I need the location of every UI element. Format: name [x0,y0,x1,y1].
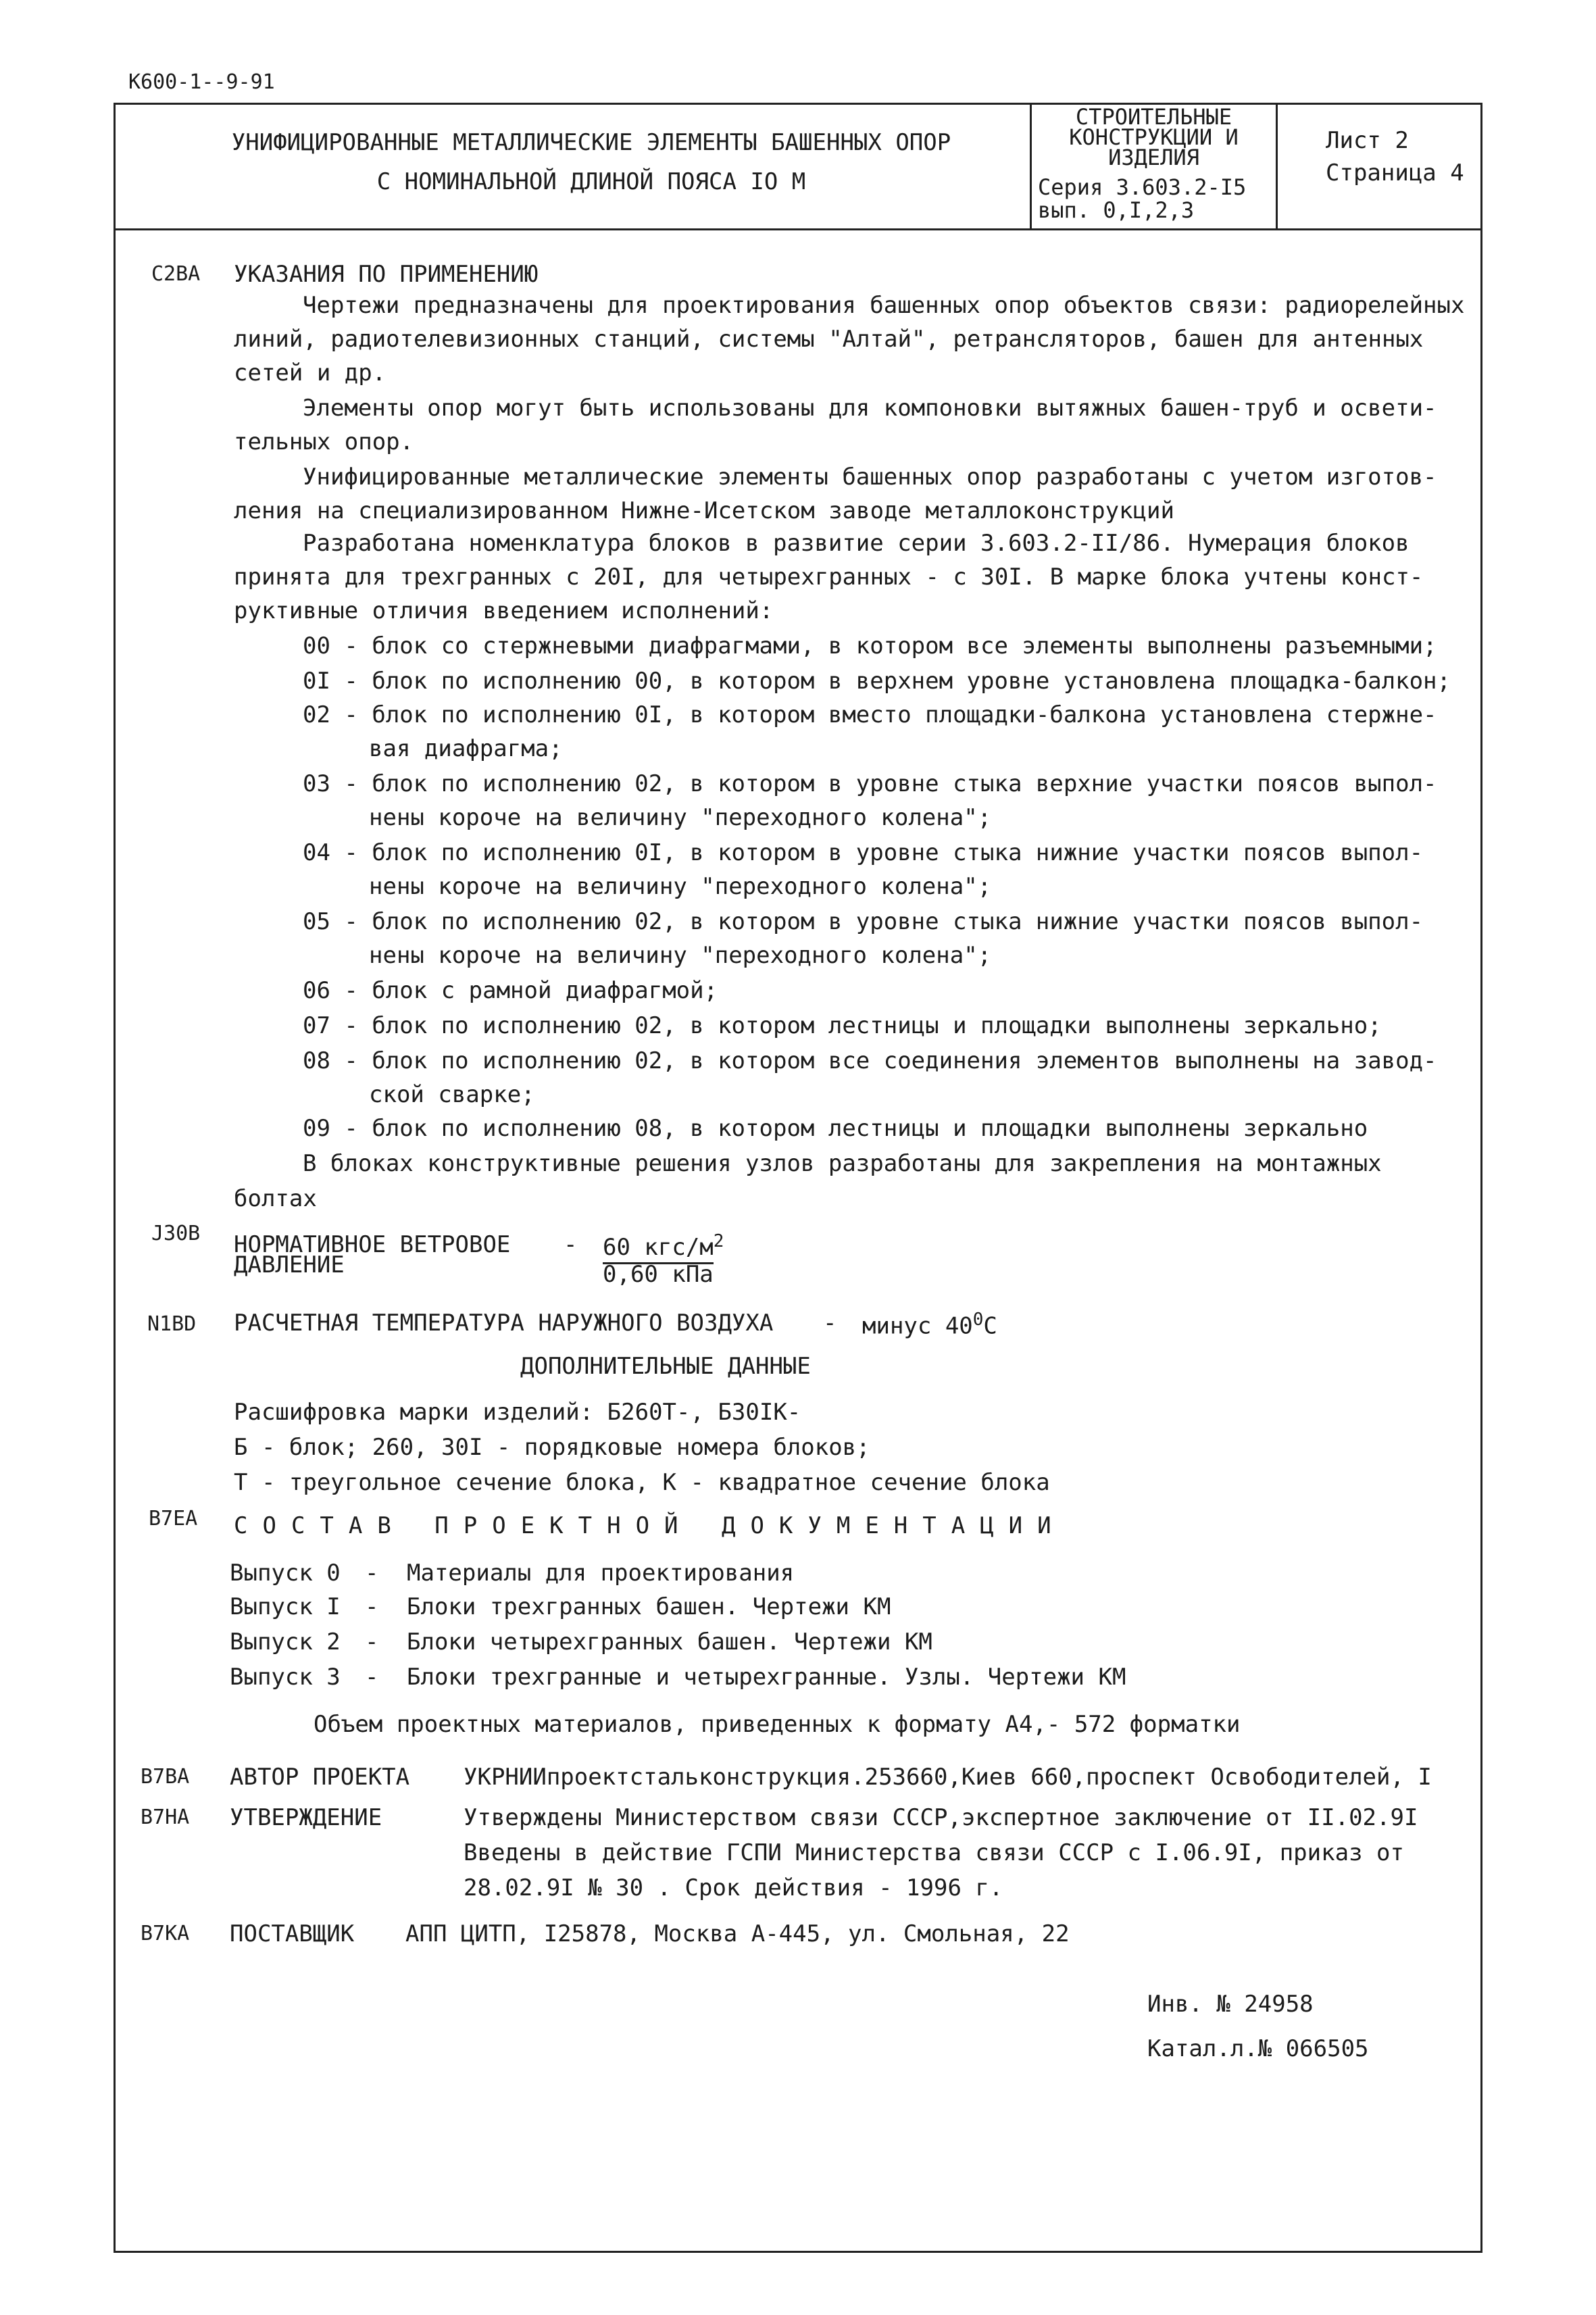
issue-numbers: вып. 0,I,2,3 [1038,197,1195,223]
composition-heading: СОСТАВ ПРОЕКТНОЙ ДОКУМЕНТАЦИИ [234,1512,1066,1539]
variant-item: 02 - блок по исполнению 0I, в котором вместо площадки-балкона установлена стержне- [303,701,1437,728]
author-value: УКРНИИпроектстальконструкция.253660,Киев 660,проспект Освободителей, I [464,1764,1432,1791]
wind-dash: - [564,1231,578,1258]
approval-line: Утверждены Министерством связи СССР,экспертное заключение от II.02.9I [464,1804,1418,1831]
variant-item: 06 - блок с рамной диафрагмой; [303,977,718,1004]
sheet-number: Лист 2 [1326,127,1409,154]
text-line: Унифицированные металлические элементы башенных опор разработаны с учетом изготов- [303,464,1437,491]
section-code: B7EA [149,1507,198,1530]
variant-item: 08 - блок по исполнению 02, в котором все соединения элементов выполнены на завод- [303,1047,1437,1074]
section-code: B7BA [141,1765,190,1789]
category-line-2: КОНСТРУКЦИИ И [1069,124,1239,150]
wind-value-pressure [603,1231,724,1261]
issue-description: Блоки трехгранные и четырехгранные. Узлы. Чертежи КМ [407,1664,1126,1691]
text-line: линий, радиотелевизионных станций, системы "Алтай", ретрансляторов, башен для антенных [234,326,1424,353]
text-line: Элементы опор могут быть использованы для компоновки вытяжных башен-труб и освети- [303,395,1437,422]
wind-value-kpa: 0,60 кПа [603,1261,714,1288]
section-code: N1BD [147,1312,197,1336]
page-number: Страница 4 [1326,159,1464,186]
section-code: B7KA [141,1922,190,1945]
wind-value-exponent: 2 [713,1231,724,1251]
supplier-label: ПОСТАВЩИК [230,1920,355,1947]
issue-dash: - [365,1628,379,1656]
temperature-value [862,1310,997,1339]
variant-item: 04 - блок по исполнению 0I, в котором в уровне стыка нижние участки поясов выпол- [303,839,1424,866]
series-number: Серия 3.603.2-I5 [1038,174,1247,200]
section-code: C2BA [151,262,201,286]
variant-item: 05 - блок по исполнению 02, в котором в уровне стыка нижние участки поясов выпол- [303,908,1424,935]
text-line: Расшифровка марки изделий: Б260Т-, Б30IК- [234,1399,801,1426]
header-separator-right [1276,103,1278,230]
text-line: болтах [234,1185,317,1212]
text-line: В блоках конструктивные решения узлов разработаны для закрепления на монтажных [303,1150,1382,1177]
section-code: J30B [151,1222,201,1245]
temperature-dash: - [823,1310,837,1337]
approval-line: Введены в действие ГСПИ Министерства связи СССР с I.06.9I, приказ от [464,1839,1404,1866]
supplier-value: АПП ЦИТП, I25878, Москва А-445, ул. Смольная, 22 [405,1920,1070,1947]
category-line-3: ИЗДЕЛИЯ [1108,145,1199,170]
wind-value-kgf: 60 кгс/м [603,1234,714,1264]
issue-dash: - [365,1664,379,1691]
variant-item-continuation: вая диафрагма; [369,735,563,762]
volume-note: Объем проектных материалов, приведенных к формату А4,- 572 форматки [314,1711,1241,1738]
text-line: руктивные отличия введением исполнений: [234,597,774,624]
approval-label: УТВЕРЖДЕНИЕ [230,1804,382,1831]
application-heading: УКАЗАНИЯ ПО ПРИМЕНЕНИЮ [234,261,539,288]
text-line: Чертежи предназначены для проектирования башенных опор объектов связи: радиорелейных [303,292,1465,319]
text-line: Разработана номенклатура блоков в развитие серии 3.603.2-II/86. Нумерация блоков [303,530,1410,557]
variant-item-continuation: нены короче на величину "переходного колена"; [369,873,992,900]
category-line-1: СТРОИТЕЛЬНЫЕ [1075,104,1232,130]
temperature-label: РАСЧЕТНАЯ ТЕМПЕРАТУРА НАРУЖНОГО ВОЗДУХА [234,1310,774,1337]
text-line: тельных опор. [234,428,414,455]
temperature-degree: 0 [972,1310,984,1330]
text-line: Б - блок; 260, 30I - порядковые номера блоков; [234,1434,870,1461]
issue-label: Выпуск I [230,1593,341,1620]
issue-dash: - [365,1560,379,1587]
variant-item: 00 - блок со стержневыми диафрагмами, в котором все элементы выполнены разъемными; [303,632,1437,659]
variant-item-continuation: нены короче на величину "переходного колена"; [369,804,992,831]
inventory-number: Инв. № 24958 [1147,1991,1314,2018]
variant-item: 07 - блок по исполнению 02, в котором лестницы и площадки выполнены зеркально; [303,1012,1382,1039]
variant-item: 09 - блок по исполнению 08, в котором лестницы и площадки выполнены зеркально [303,1115,1368,1142]
issue-dash: - [365,1593,379,1620]
issue-description: Блоки четырехгранных башен. Чертежи КМ [407,1628,932,1656]
text-line: Т - треугольное сечение блока, К - квадратное сечение блока [234,1469,1050,1496]
text-line: принята для трехгранных с 20I, для четырехгранных - с 30I. В марке блока учтены конст- [234,564,1424,591]
variant-item-continuation: ской сварке; [369,1081,535,1108]
text-line: ления на специализированном Нижне-Исетском заводе металлоконструкций [234,497,1174,524]
variant-item: 03 - блок по исполнению 02, в котором в уровне стыка верхние участки поясов выпол- [303,770,1437,797]
wind-label-line-2: ДАВЛЕНИЕ [234,1251,345,1278]
temperature-amount: минус 40 [862,1312,973,1340]
issue-label: Выпуск 3 [230,1664,341,1691]
author-label: АВТОР ПРОЕКТА [230,1764,410,1791]
section-code: B7HA [141,1806,190,1829]
document-code: К600-1--9-91 [128,70,275,94]
wind-label-line-1: НОРМАТИВНОЕ ВЕТРОВОЕ [234,1231,511,1258]
approval-line: 28.02.9I № 30 . Срок действия - 1996 г. [464,1874,1003,1901]
document-title-line-2: С НОМИНАЛЬНОЙ ДЛИНОЙ ПОЯСА IO M [376,168,806,195]
issue-label: Выпуск 0 [230,1560,341,1587]
issue-description: Материалы для проектирования [407,1560,795,1587]
text-line: сетей и др. [234,359,386,387]
variant-item-continuation: нены короче на величину "переходного колена"; [369,942,992,969]
document-title-line-1: УНИФИЦИРОВАННЫЕ МЕТАЛЛИЧЕСКИЕ ЭЛЕМЕНТЫ БАШЕННЫХ ОПОР [231,129,951,156]
temperature-unit: С [983,1312,997,1340]
catalog-number: Катал.л.№ 066505 [1147,2035,1369,2062]
header-separator-left [1030,103,1032,230]
issue-label: Выпуск 2 [230,1628,341,1656]
variant-item: 0I - блок по исполнению 00, в котором в верхнем уровне установлена площадка-балкон; [303,668,1451,695]
additional-heading: ДОПОЛНИТЕЛЬНЫЕ ДАННЫЕ [520,1353,811,1380]
issue-description: Блоки трехгранных башен. Чертежи КМ [407,1593,891,1620]
